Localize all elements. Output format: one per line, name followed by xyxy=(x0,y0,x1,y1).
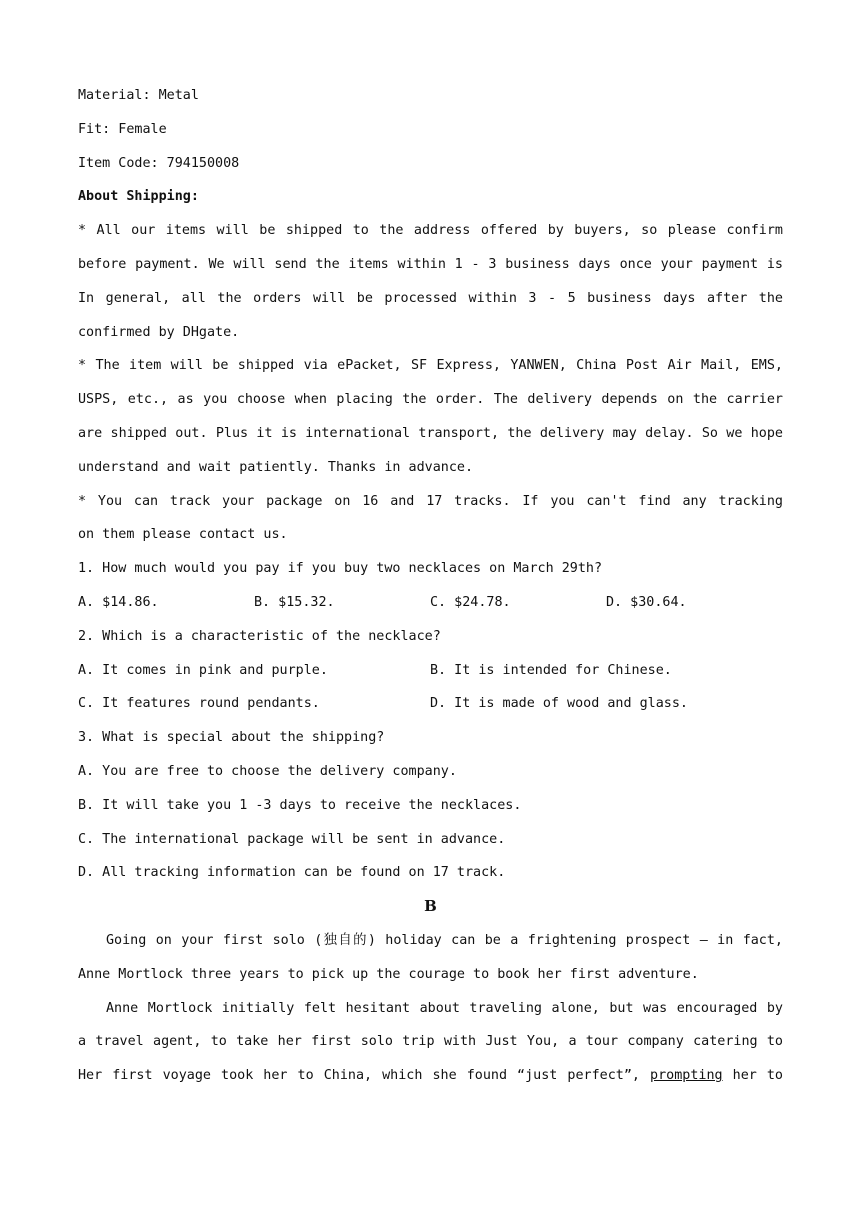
shipping-line: are shipped out. Plus it is international transport, the delivery may delay. So we hope xyxy=(78,425,783,441)
option-c: C. It features round pendants. xyxy=(78,696,320,712)
passage-text: Her first voyage took her to China, which she found “just perfect”, xyxy=(78,1068,640,1084)
shipping-line: on them please contact us. xyxy=(78,527,288,543)
option-d: D. $30.64. xyxy=(606,594,687,610)
option-c: C. The international package will be sent in advance. xyxy=(78,831,506,847)
shipping-heading: About Shipping: xyxy=(78,189,199,205)
option-c: C. $24.78. xyxy=(430,594,511,610)
passage-line: a travel agent, to take her first solo trip with Just You, a tour company catering to xyxy=(78,1034,783,1050)
shipping-line: USPS, etc., as you choose when placing the order. The delivery depends on the carrier xyxy=(78,392,783,408)
underlined-word: prompting xyxy=(650,1068,723,1084)
option-a: A. You are free to choose the delivery company. xyxy=(78,763,457,779)
option-d: D. All tracking information can be found on 17 track. xyxy=(78,865,506,881)
option-b: B. It is intended for Chinese. xyxy=(430,662,672,678)
passage-line: Anne Mortlock three years to pick up the courage to book her first adventure. xyxy=(78,966,699,982)
passage-text: her to xyxy=(732,1068,783,1084)
material-line: Material: Metal xyxy=(78,88,199,103)
shipping-line: In general, all the orders will be processed within 3 - 5 business days after the xyxy=(78,290,783,306)
option-a: A. $14.86. xyxy=(78,594,159,610)
shipping-line: before payment. We will send the items within 1 - 3 business days once your payment is xyxy=(78,256,783,272)
passage-line: Anne Mortlock initially felt hesitant about traveling alone, but was encouraged by xyxy=(106,1000,783,1016)
option-b: B. $15.32. xyxy=(254,594,335,610)
option-d: D. It is made of wood and glass. xyxy=(430,696,688,712)
section-b-heading: B xyxy=(424,897,437,916)
shipping-line: * The item will be shipped via ePacket, SF Express, YANWEN, China Post Air Mail, EMS, xyxy=(78,358,783,374)
question-1-options xyxy=(78,586,783,620)
shipping-line: confirmed by DHgate. xyxy=(78,324,240,340)
shipping-line: understand and wait patiently. Thanks in advance. xyxy=(78,459,474,475)
question-2-options-row-2 xyxy=(78,687,783,721)
fit-line: Fit: Female xyxy=(78,121,167,137)
question-2-stem: 2. Which is a characteristic of the necklace? xyxy=(78,628,441,644)
option-a: A. It comes in pink and purple. xyxy=(78,662,328,678)
item-code-line: Item Code: 794150008 xyxy=(78,155,240,171)
shipping-line: * You can track your package on 16 and 17 tracks. If you can't find any tracking xyxy=(78,493,783,509)
passage-line: Going on your first solo (独自的) holiday can be a frightening prospect — in fact, xyxy=(106,932,783,948)
document-page xyxy=(78,79,783,1093)
option-b: B. It will take you 1 -3 days to receive the necklaces. xyxy=(78,797,522,813)
question-2-options-row-1 xyxy=(78,654,783,688)
question-3-stem: 3. What is special about the shipping? xyxy=(78,730,385,746)
shipping-line: * All our items will be shipped to the address offered by buyers, so please confirm xyxy=(78,223,783,239)
question-1-stem: 1. How much would you pay if you buy two necklaces on March 29th? xyxy=(78,561,603,577)
passage-line xyxy=(78,1059,783,1093)
